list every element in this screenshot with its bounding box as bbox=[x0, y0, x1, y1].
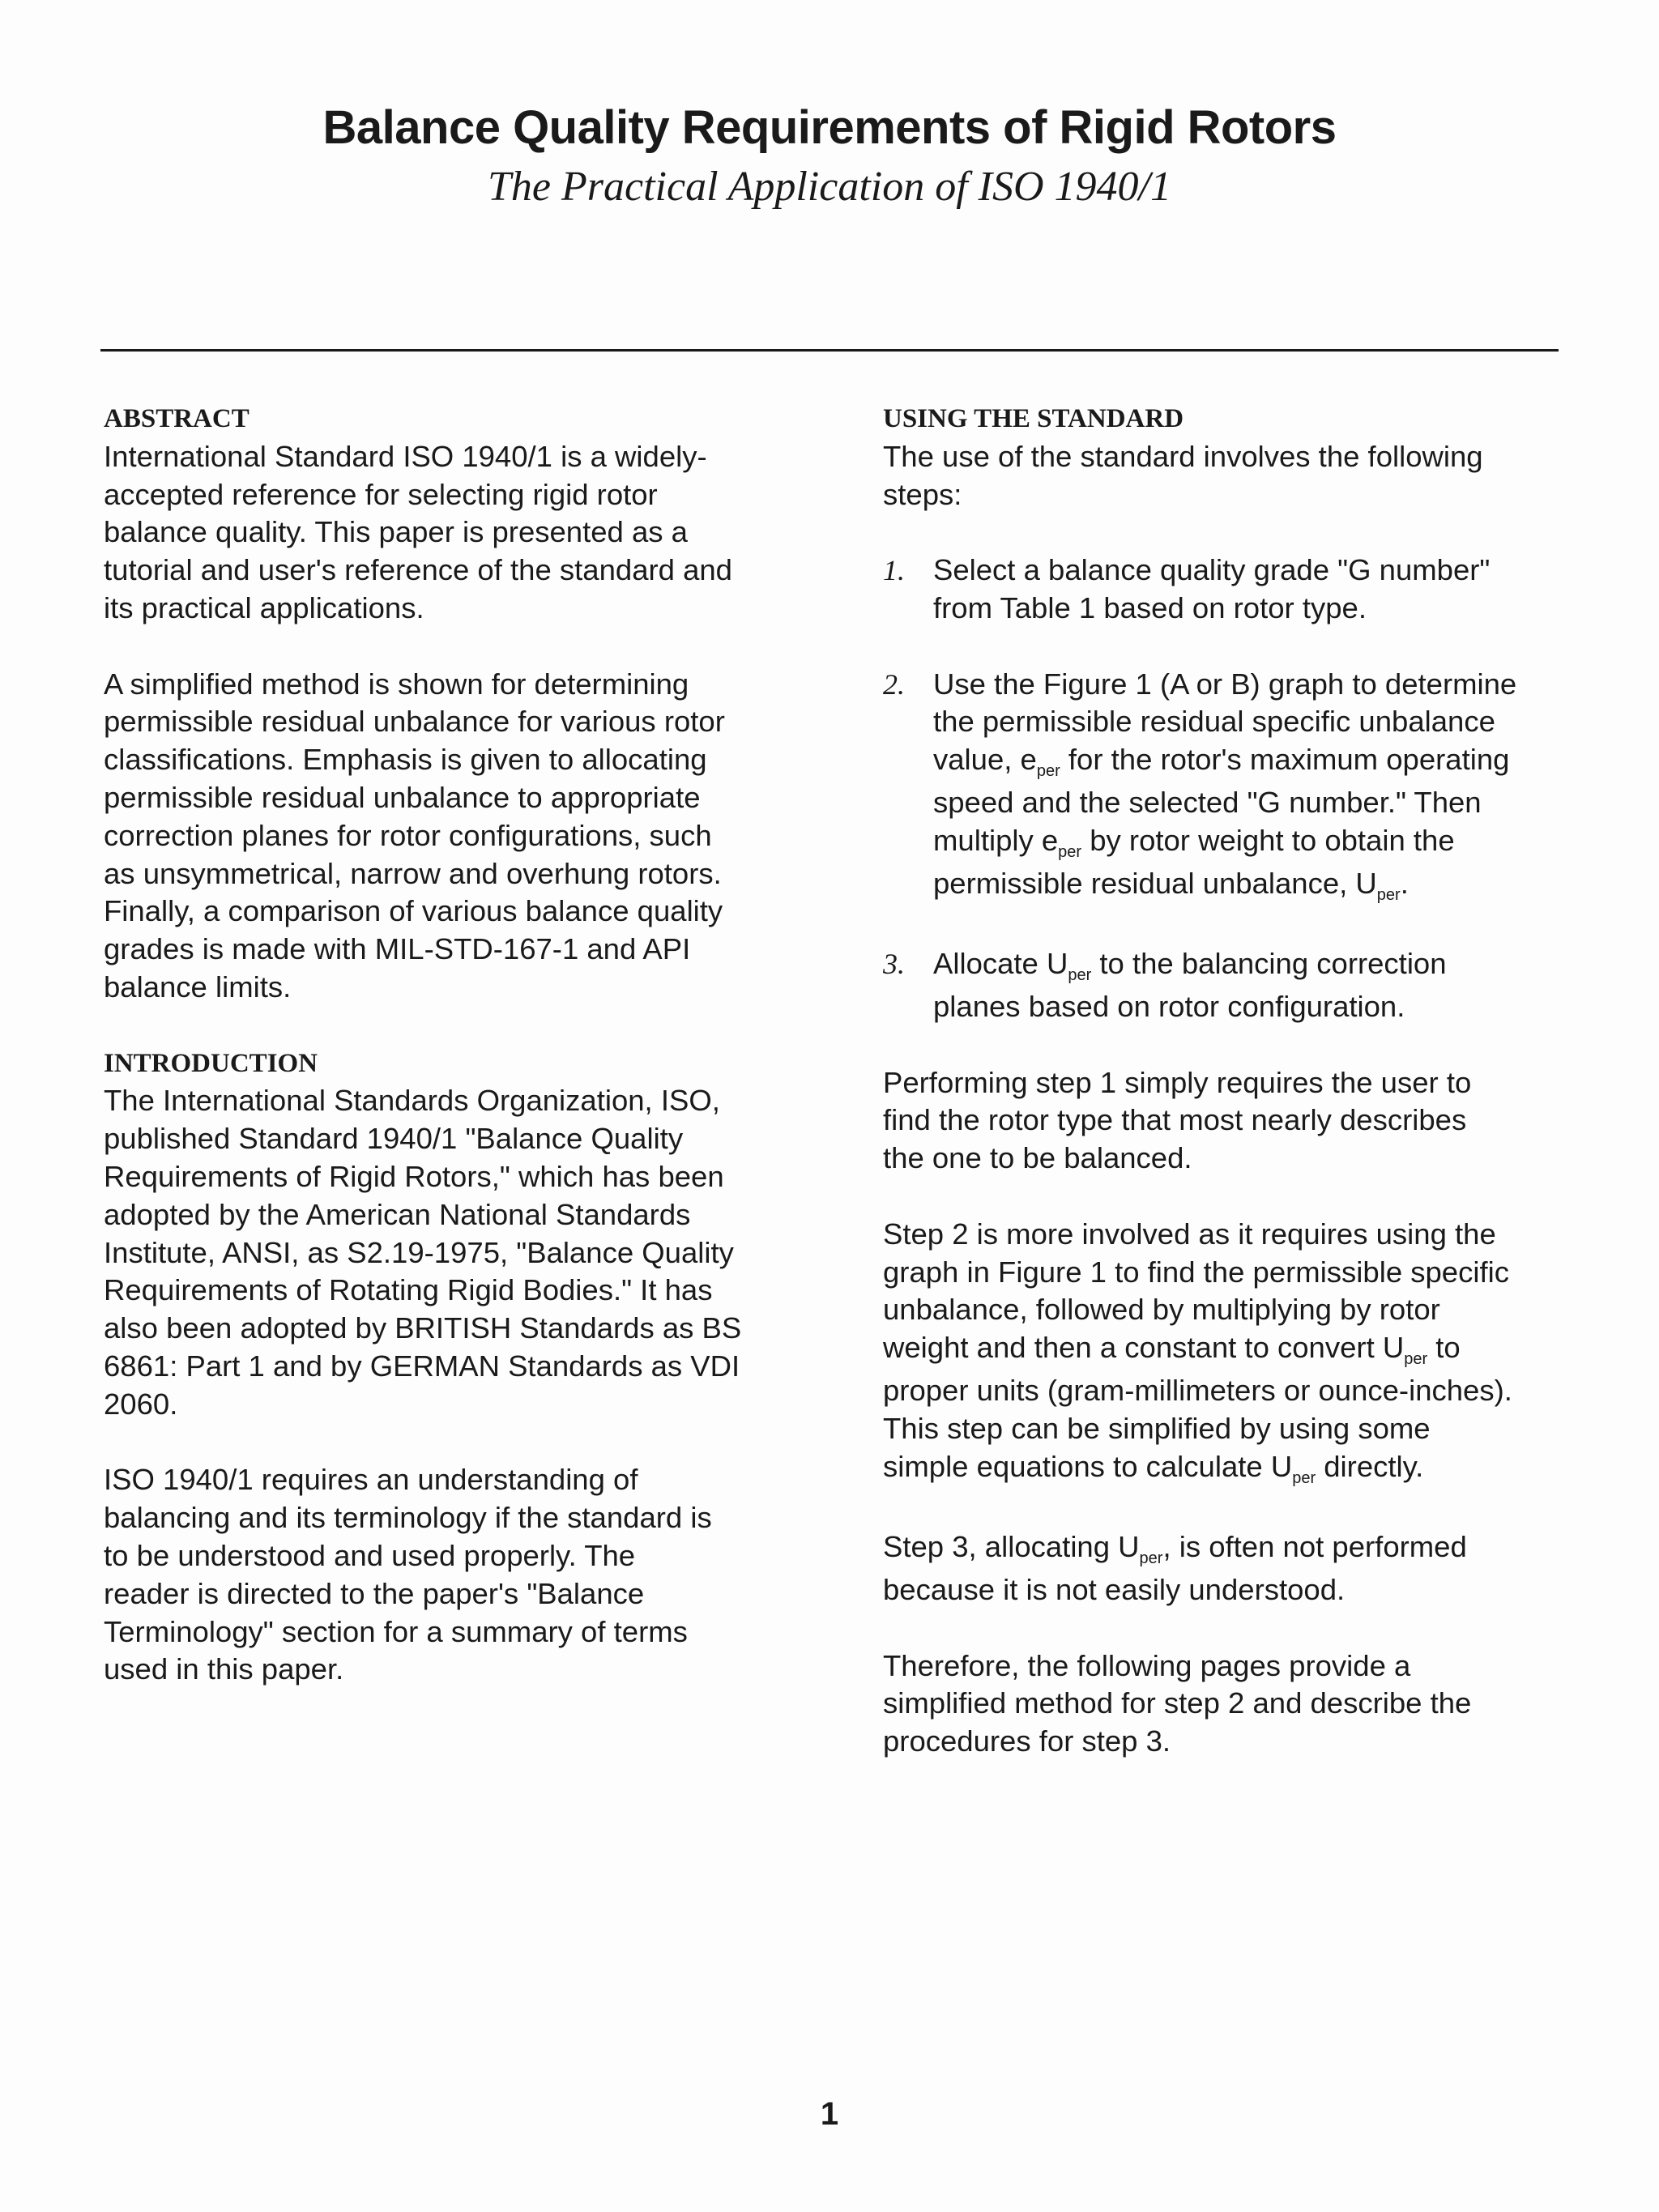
abstract-paragraph-1: International Standard ISO 1940/1 is a widely- accepted reference for selecting rigid rotor balance quality. This paper is presented as a tutorial and user's reference of the standard and its practical applications. bbox=[104, 439, 732, 624]
step-item-3: 3. Allocate $U_{per}$ to the balancing correction planes based on rotor configuration. bbox=[883, 947, 1447, 1023]
subscript: per bbox=[1404, 1350, 1428, 1369]
abstract-paragraph-2: A simplified method is shown for determining permissible residual unbalance for various rotor classifications. Emphasis is given to allocating permissible residual unbalance to appropriate correction planes for rotor configurations, such as unsymmetrical, narrow and overhung rotors. Finally, a comparison of various balance quality grades is made with MIL-STD-167-1 and API balance limits. bbox=[104, 667, 725, 1004]
step-number: 2. bbox=[883, 667, 905, 701]
step-number: 1. bbox=[883, 554, 905, 587]
using-standard-heading: USING THE STANDARD bbox=[883, 404, 1184, 433]
introduction-paragraph-2: ISO 1940/1 requires an understanding of balancing and its terminology if the standard is to be understood and used properly. The reader is directed to the paper's "Balance Terminology" section for a summary of terms used in this paper. bbox=[104, 1463, 712, 1686]
horizontal-divider bbox=[100, 349, 1559, 352]
subscript: per bbox=[1139, 1549, 1163, 1568]
step-item-1: 1. Select a balance quality grade "G number" from Table 1 based on rotor type. bbox=[883, 553, 1491, 624]
using-standard-intro: The use of the standard involves the following steps: bbox=[883, 439, 1483, 511]
step3-paragraph: Step 3, allocating $U_{per}$, is often not performed because it is not easily understood. bbox=[883, 1530, 1467, 1606]
abstract-heading: ABSTRACT bbox=[104, 404, 249, 433]
page-subtitle: The Practical Application of ISO 1940/1 bbox=[488, 164, 1171, 210]
right-column bbox=[883, 400, 1563, 1799]
steps-list bbox=[883, 552, 1563, 1026]
step-item-2: 2. Use the Figure 1 (A or B) graph to determine the permissible residual specific unbalance value, $e_{per}$ for the rotor's maximum operating speed and the selected "G number." Then multiply $e_{per}$ by rotor weight to obtain the permissible residual unbalance, $U_{per}$. bbox=[883, 667, 1517, 904]
subscript: per bbox=[1068, 966, 1092, 985]
left-column bbox=[104, 400, 784, 1727]
title-block bbox=[0, 96, 1659, 214]
subscript: per bbox=[1292, 1468, 1316, 1487]
page-number: 1 bbox=[820, 2096, 839, 2132]
step2-paragraph: Step 2 is more involved as it requires using the graph in Figure 1 to find the permissible specific unbalance, followed by multiplying by rotor weight and then a constant to convert $U_{per}$ to proper units (gram-millimeters or ounce-inches). This step can be simplified by using some simple equations to calculate $U_{per}$ directly. bbox=[883, 1217, 1512, 1487]
introduction-paragraph-1: The International Standards Organization, ISO, published Standard 1940/1 "Balance Quality Requirements of Rigid Rotors," which has been adopted by the American National Standards Institute, ANSI, as S2.19-1975, "Balance Quality Requirements of Rotating Rigid Bodies." It has also been adopted by BRITISH Standards as BS 6861: Part 1 and by GERMAN Standards as VDI 2060. bbox=[104, 1084, 742, 1421]
step1-paragraph: Performing step 1 simply requires the user to find the rotor type that most nearly describes the one to be balanced. bbox=[883, 1065, 1472, 1175]
subscript: per bbox=[1058, 842, 1082, 861]
introduction-heading: INTRODUCTION bbox=[104, 1048, 318, 1078]
therefore-paragraph: Therefore, the following pages provide a simplified method for step 2 and describe the procedures for step 3. bbox=[883, 1648, 1472, 1758]
subscript: per bbox=[1376, 885, 1401, 904]
page-title: Balance Quality Requirements of Rigid Rotors bbox=[322, 101, 1337, 154]
subscript: per bbox=[1036, 762, 1060, 781]
step-number: 3. bbox=[883, 948, 905, 981]
